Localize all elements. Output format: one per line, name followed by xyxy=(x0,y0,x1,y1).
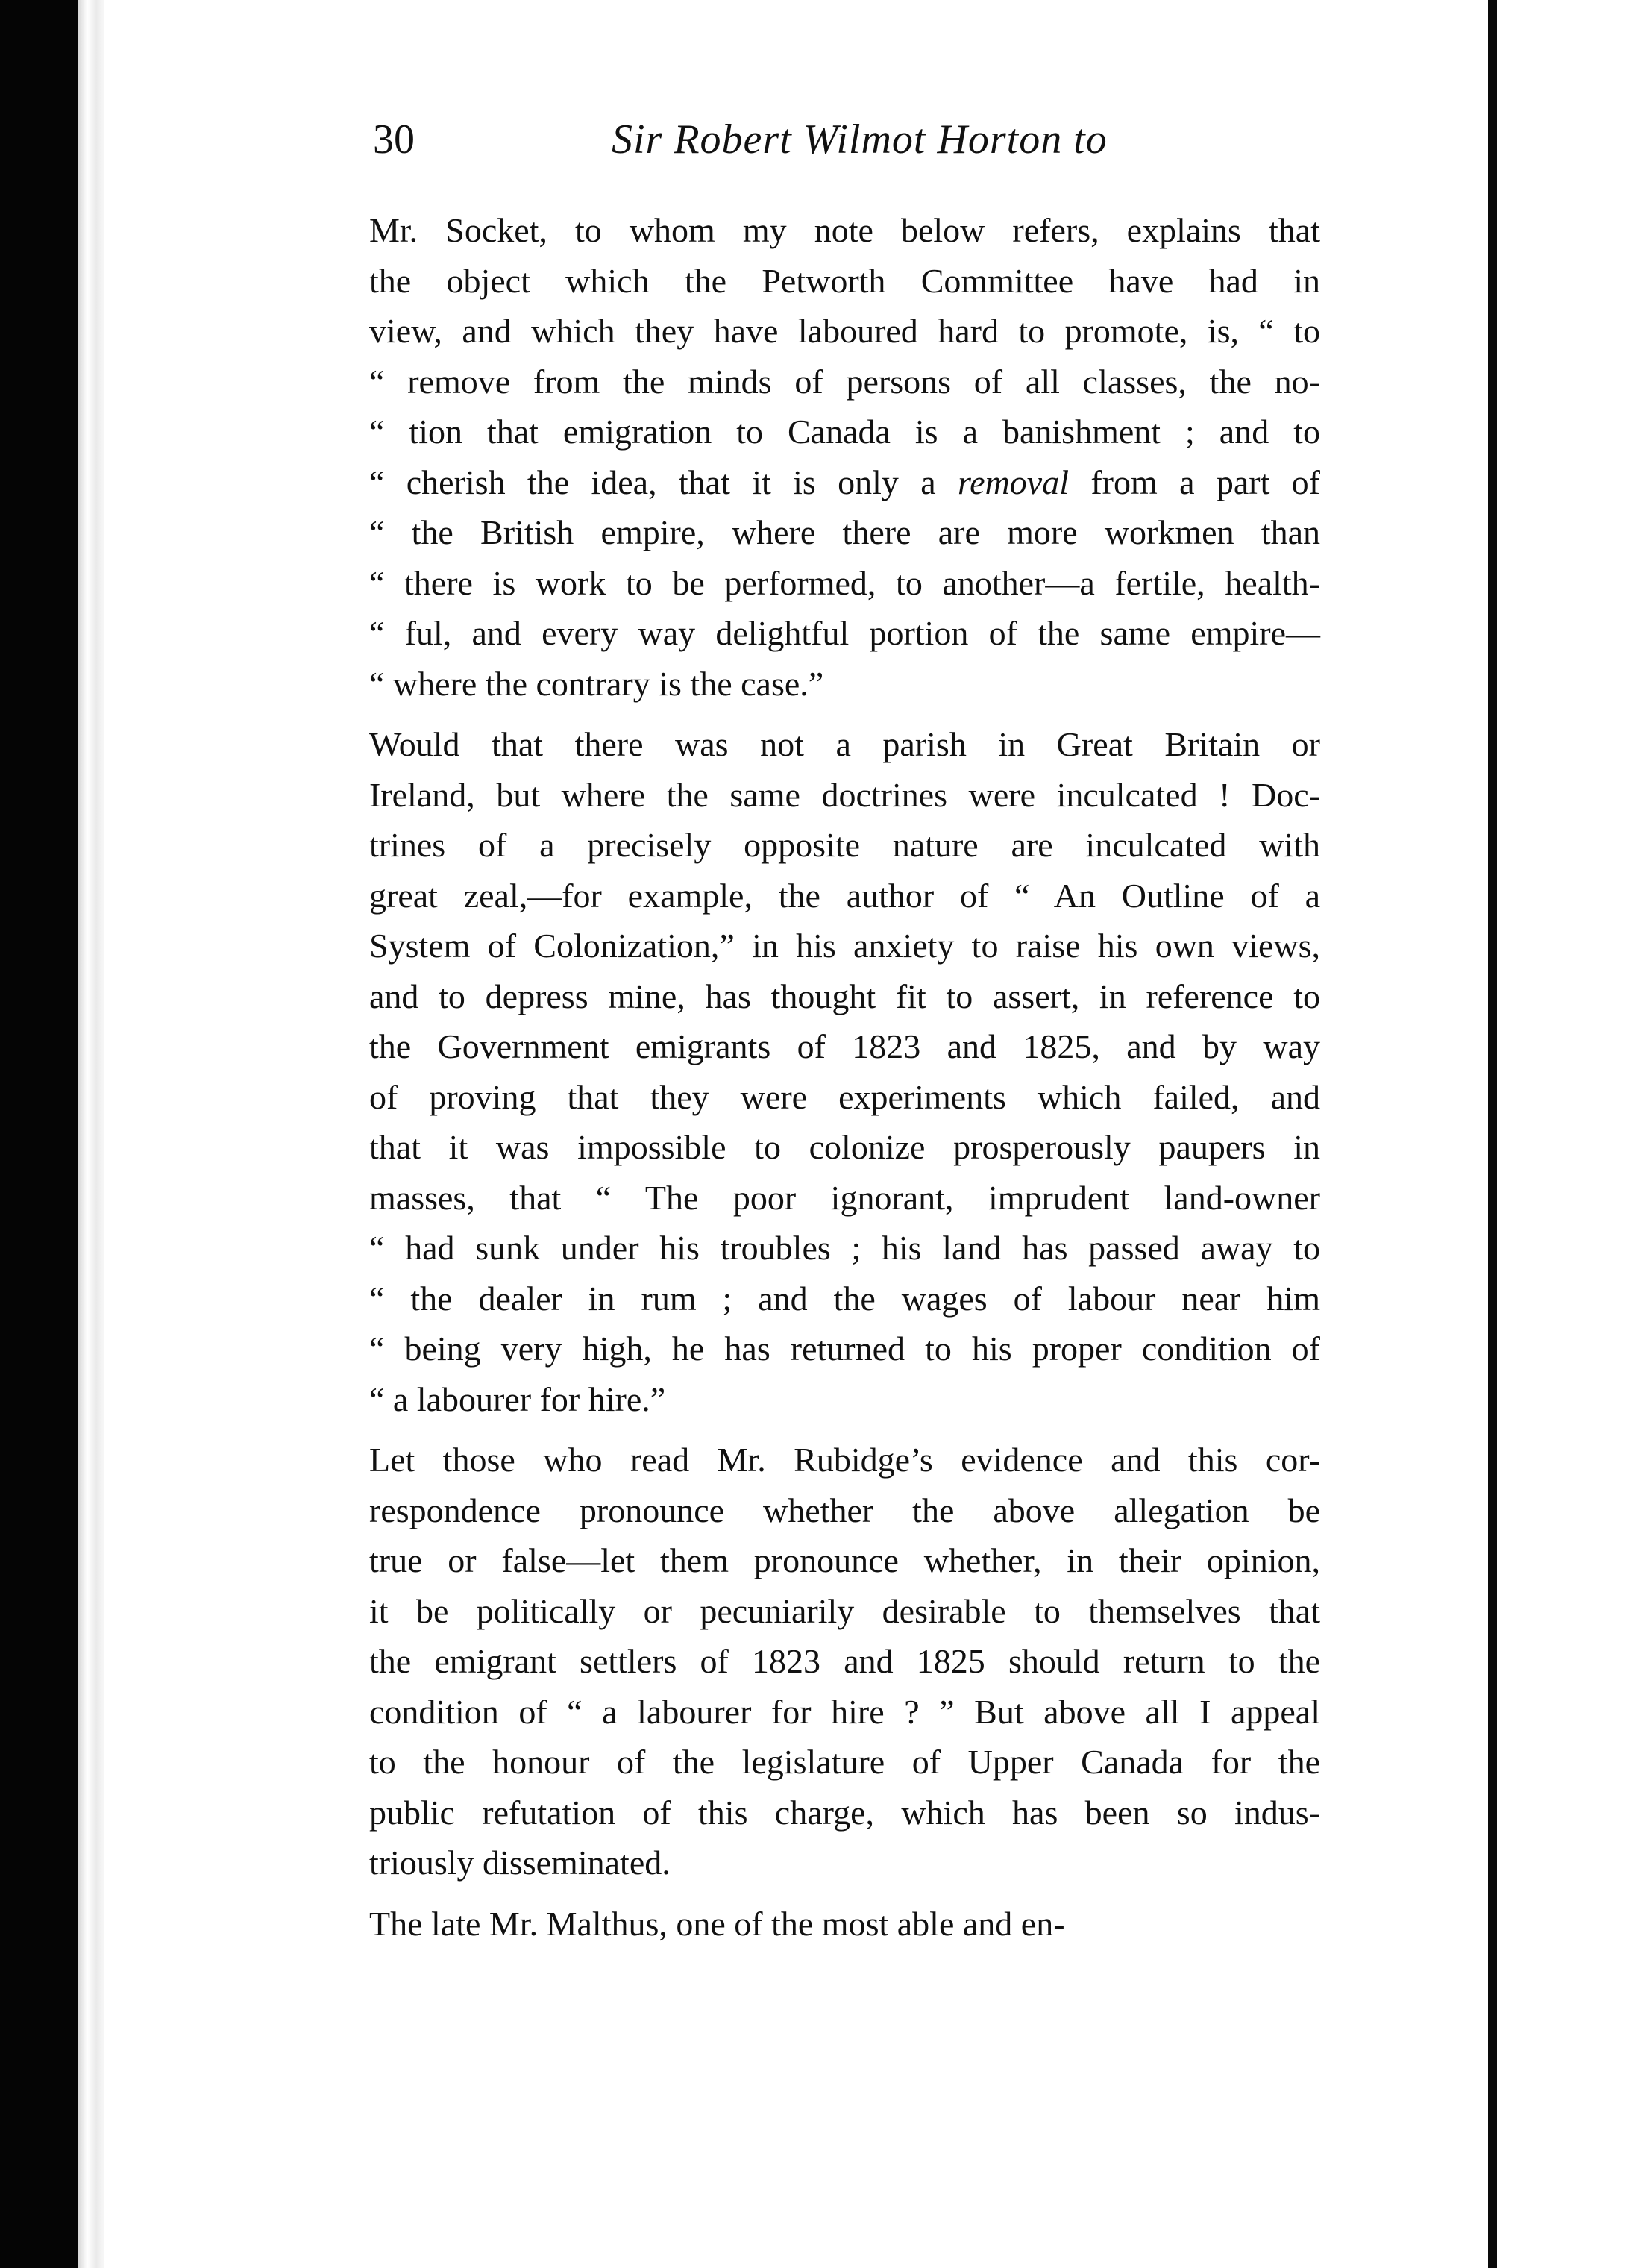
paragraph xyxy=(369,1435,1320,1888)
paragraph-gap xyxy=(369,709,1320,719)
paragraph xyxy=(369,719,1320,1424)
text-line: Mr. Socket, to whom my note below refers, explains that xyxy=(369,211,1320,249)
text-line: “ being very high, he has returned to his proper condition of xyxy=(369,1329,1320,1368)
text-line: Let those who read Mr. Rubidge’s evidence and this cor- xyxy=(369,1441,1320,1479)
text-line: System of Colonization,” in his anxiety to raise his own views, xyxy=(369,927,1320,965)
text-line: “ the dealer in rum ; and the wages of labour near him xyxy=(369,1279,1320,1318)
page-header xyxy=(373,116,1343,168)
paragraph xyxy=(369,205,1320,709)
text-line: the emigrant settlers of 1823 and 1825 should return to the xyxy=(369,1642,1320,1680)
text-line: “ remove from the minds of persons of all classes, the no- xyxy=(369,362,1320,401)
page-gutter xyxy=(1488,0,1497,2268)
text-line: to the honour of the legislature of Upper Canada for the xyxy=(369,1743,1320,1781)
facing-page-edge xyxy=(1497,0,1626,2268)
text-line: the Government emigrants of 1823 and 1825, and by way xyxy=(369,1027,1320,1065)
text-line: it be politically or pecuniarily desirable to themselves that xyxy=(369,1591,1320,1630)
text-line: triously disseminated. xyxy=(369,1843,671,1882)
text-line: “ there is work to be performed, to another—a fertile, health- xyxy=(369,563,1320,602)
text-line: true or false—let them pronounce whether, in their opinion, xyxy=(369,1541,1320,1579)
text-line: that it was impossible to colonize prosperously paupers in xyxy=(369,1128,1320,1166)
text-line: “ cherish the idea, that it is only a removal from a part of xyxy=(369,463,1320,501)
text-line: “ where the contrary is the case.” xyxy=(369,664,824,703)
paragraph-gap xyxy=(369,1888,1320,1899)
text-line: “ tion that emigration to Canada is a banishment ; and to xyxy=(369,413,1320,451)
page-number: 30 xyxy=(373,116,415,163)
text-line: condition of “ a labourer for hire ? ” But above all I appeal xyxy=(369,1692,1320,1731)
paragraph xyxy=(369,1899,1320,1949)
text-line: and to depress mine, has thought fit to assert, in reference to xyxy=(369,977,1320,1015)
text-line: masses, that “ The poor ignorant, imprudent land-owner xyxy=(369,1178,1320,1217)
text-line: the object which the Petworth Committee have had in xyxy=(369,261,1320,300)
text-line: public refutation of this charge, which has been so indus- xyxy=(369,1793,1320,1832)
emphasis: removal xyxy=(957,463,1069,501)
paragraph-gap xyxy=(369,1424,1320,1435)
text-line: “ ful, and every way delightful portion of the same empire— xyxy=(369,614,1320,652)
text-line: of proving that they were experiments which failed, and xyxy=(369,1077,1320,1116)
text-line: “ the British empire, where there are more workmen than xyxy=(369,513,1320,551)
text-line: “ had sunk under his troubles ; his land has passed away to xyxy=(369,1229,1320,1267)
text-line: Ireland, but where the same doctrines were inculcated ! Doc- xyxy=(369,775,1320,814)
text-line: The late Mr. Malthus, one of the most able and en- xyxy=(369,1904,1065,1943)
text-line: trines of a precisely opposite nature are inculcated with xyxy=(369,826,1320,864)
text-line: “ a labourer for hire.” xyxy=(369,1379,666,1418)
book-binding-edge xyxy=(78,0,108,2268)
text-line: respondence pronounce whether the above allegation be xyxy=(369,1491,1320,1529)
body-text xyxy=(369,205,1320,1949)
text-line: great zeal,—for example, the author of “ An Outline of a xyxy=(369,876,1320,915)
text-line: view, and which they have laboured hard to promote, is, “ to xyxy=(369,312,1320,350)
running-head: Sir Robert Wilmot Horton to xyxy=(612,116,1108,163)
text-line: Would that there was not a parish in Great Britain or xyxy=(369,725,1320,763)
scan-border-left xyxy=(0,0,78,2268)
